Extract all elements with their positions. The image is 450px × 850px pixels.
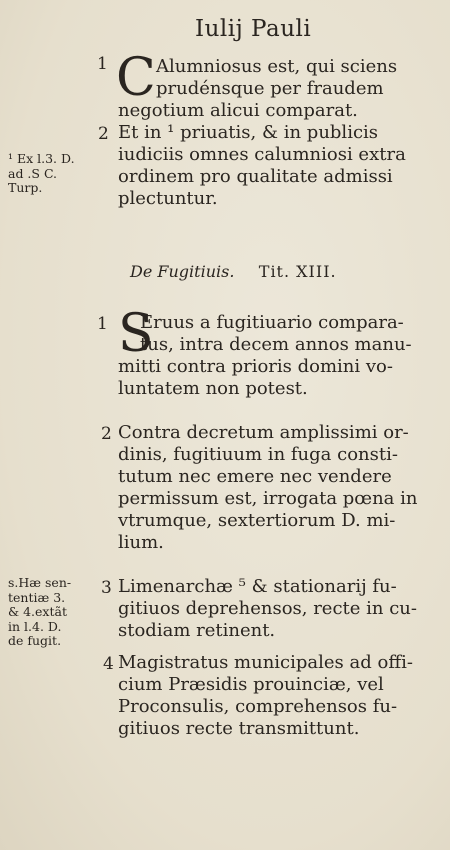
paragraph-4 — [118, 652, 423, 740]
margin-line: ad .S C. — [8, 165, 58, 181]
text-line: lium. — [118, 532, 164, 553]
margin-line: ¹ Ex l.3. D. — [8, 151, 75, 166]
text-line: gitiuos recte transmittunt. — [118, 718, 360, 739]
margin-line: tentiæ 3. — [8, 589, 66, 605]
paragraph-2 — [118, 422, 423, 554]
margin-line: de fugit. — [8, 633, 62, 648]
text-line: tus, intra decem annos manu- — [140, 334, 412, 355]
text-line: Proconsulis, comprehensos fu- — [118, 696, 398, 717]
margin-line: & 4.extãt — [8, 604, 67, 619]
paragraph-1 — [118, 56, 423, 122]
text-line: plectuntur. — [118, 188, 218, 209]
paragraph-number-4: 4 — [103, 654, 114, 674]
paragraph-3 — [118, 576, 423, 642]
drop-cap-s: S — [118, 304, 154, 364]
text-line: Et in ¹ priuatis, & in publicis — [118, 122, 379, 143]
text-line: tutum nec emere nec vendere — [118, 466, 392, 487]
paragraph-number-1: 1 — [97, 54, 108, 74]
text-line: stodiam retinent. — [118, 620, 276, 641]
paragraph-number-2: 2 — [98, 124, 109, 144]
paragraph-2 — [118, 122, 423, 210]
text-line: permissum est, irrogata pœna in — [118, 488, 418, 509]
text-line: Eruus a fugitiuario compara- — [140, 312, 404, 333]
text-line: ordinem pro qualitate admissi — [118, 166, 393, 187]
margin-line: in l.4. D. — [8, 618, 62, 634]
text-line: gitiuos deprehensos, recte in cu- — [118, 598, 417, 619]
paragraph-number-3: 3 — [101, 578, 112, 598]
section-title — [130, 262, 337, 281]
text-line: Alumniosus est, qui sciens — [156, 56, 398, 77]
margin-note-1 — [8, 152, 75, 196]
text-line: Magistratus municipales ad offi- — [118, 652, 413, 673]
text-line: negotium alicui comparat. — [118, 100, 358, 121]
margin-note-2 — [8, 576, 71, 649]
running-header: Iulij Pauli — [195, 16, 312, 42]
text-line: mitti contra prioris domini vo- — [118, 356, 393, 377]
paragraph-number-1: 1 — [97, 314, 108, 334]
text-line: dinis, fugitiuum in fuga consti- — [118, 444, 398, 465]
text-line: Limenarchæ ⁵ & stationarij fu- — [118, 576, 397, 597]
text-line: iudiciis omnes calumniosi extra — [118, 144, 406, 165]
drop-cap-c: C — [116, 48, 156, 108]
text-line: vtrumque, sextertiorum D. mi- — [118, 510, 396, 531]
paragraph-number-2: 2 — [101, 424, 112, 444]
text-line: prudénsque per fraudem — [156, 78, 384, 99]
margin-line: Turp. — [8, 180, 43, 195]
text-line: luntatem non potest. — [118, 378, 308, 399]
margin-line: s.Hæ sen- — [8, 575, 72, 590]
text-line: cium Præsidis prouinciæ, vel — [118, 674, 384, 695]
text-line: Contra decretum amplissimi or- — [118, 422, 409, 443]
paragraph-1 — [118, 312, 423, 400]
title-number: Tit. XIII. — [258, 262, 337, 281]
title-italic: De Fugitiuis. — [130, 262, 235, 281]
